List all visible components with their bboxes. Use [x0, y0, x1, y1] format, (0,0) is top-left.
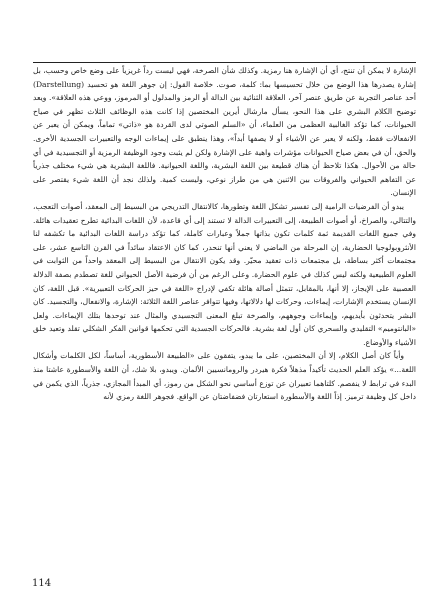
paragraph: يبدو أن الفرضيات الرامية إلى تفسير تشكل اللغة وتطورها، كالانتقال التدريجي من البسيط إلى المعقد، أصوات التعجب، والتتالي، والصراخ، أو أصوات الطبيعة، إلى التعبيرات الدالة لا تستند إلى أي قاعدة، لأن اللغات البدائية تطرح تعقيدات هائلة. وفي جميع اللغات القديمة ثمة كلمات تكون بذاتها جملاً وعبارات كاملة، كما تؤكد دراسة اللغات البدائية ما تكشفه لنا الأنثروبولوجيا الحضارية، إن المرحلة من الماضي لا يعني أنها تنحدر، كما كان الاعتقاد سائداً في القرن التاسع عشر، على مجتمعات أكثر بساطة، بل مجتمعات ذات تعقيد محيّر. وقد يكون الانتقال من البسيط إلى المعقد واحداً من الثوابت في العلوم الطبيعية ولكنه ليس كذلك في علوم الحضارة. وعلى الرغم من أن فرضية الأصل الحيواني للغة تصطدم بصفة الدلالة العصبية على الإيجاز، إلا أنها، بالمقابل، تتمثل أصالة هائلة تكفي لإدراج «اللغة في حيز الحركات التعبيرية». قبل اللغة، كان الإنسان يستخدم الإشارات، إيماءات، وحركات لها دلالاتها، وفيها تتوافر عناصر اللغة الثلاثة: الإشارة، والانفعال، والتجسيد. كان البشر يتحدثون بأيديهم، وإيماءات وجوههم، والصرخة تبلغ المعنى التجسيدي والمثال عند توحدها بتلك الإيماءات. ولعل «البانتوميم» التقليدي والسحري كان أول لغة بشرية. فالحركات الجسدية التي تحكمها قوانين الفكر الشكلي تقلد وتعيد خلق الأشياء والأوضاع.	[33, 201, 416, 347]
paragraph: وأياً كان أصل الكلام، إلا أن المختصين، على ما يبدو، يتفقون على «الطبيعة الأسطورية، أساساً، لكل الكلمات وأشكال اللغة...» يؤكد العلم الحديث تأكيداً مذهلاً فكرة هيردر والرومانسيين الألمان. ويبدو، بلا شك، أن اللغة والأسطورة عاشتا منذ البدء في ترابط لا ينفصم. كلتاهما تعبيران عن توزع أساسي نحو الشكل من رموز، أي المبدأ المجازي، جذرياً، الذي يكمن في داخل كل وظيفة ترميز. إذاً اللغة والأسطورة استعارتان فضفاضتان عن الواقع. فجوهر اللغة رمزي لأنه	[33, 351, 416, 402]
page-number: 114	[32, 578, 52, 589]
header-rule	[33, 62, 416, 63]
paragraph: الإشارة لا يمكن أن تنتج، أي أن الإشارة هنا رمزية. وكذلك شأن الصرخة، فهي ليست رداً غريزياً على وضع خاص وحسب، بل إشارة يصدرها هذا الوضع من خلال تحسيسها بما: كلمة، صوت. خلاصة القول: إن جوهر اللغة هو تحسيد (Darstellung) أحد عناصر التجربة عن طريق عنصر آخر، العلاقة الثنائية بين الدالة أو الرمز والمدلول أو المرموز، ووعي هذه العلاقة». ويعد توضيح الكلام البشري على هذا النحو، يسأل مارشال أيرين المختصين إذا كانت هذه الوظائف الثلاث تظهر في صياح الحيوانات، كما تؤكد الغالبية العظمى من العلماء، أن «السلم الصوتي لدى القردة هو «ذاتي» تماماً، ويمكن أن يعبر عن الانفعالات فقط، ولكنه لا يعبر عن الأشياء أو لا يصفها أبداً»، وهذا ينطبق على إيماءات الوجه والتعبيرات الجسدية الأخرى. والحق، أن في بعض صياح الحيوانات مؤشرات واهية على الإشارة ولكن لم يثبت وجود الوظيفة الرمزية أو التجسيدية في أي حالة من الأحوال. هكذا تلاحظ أن هناك قطيعة بين اللغة البشرية، واللغة الحيوانية. فاللغة البشرية هي شيء مختلف جذرياً عن التفاهم الحيواني والفروقات بين الاثنين هي من طراز نوعي، وليست كمية. ولذلك نجد أن اللغة شيء يقتصر على الإنسان.	[33, 66, 416, 198]
body-text	[33, 64, 416, 564]
